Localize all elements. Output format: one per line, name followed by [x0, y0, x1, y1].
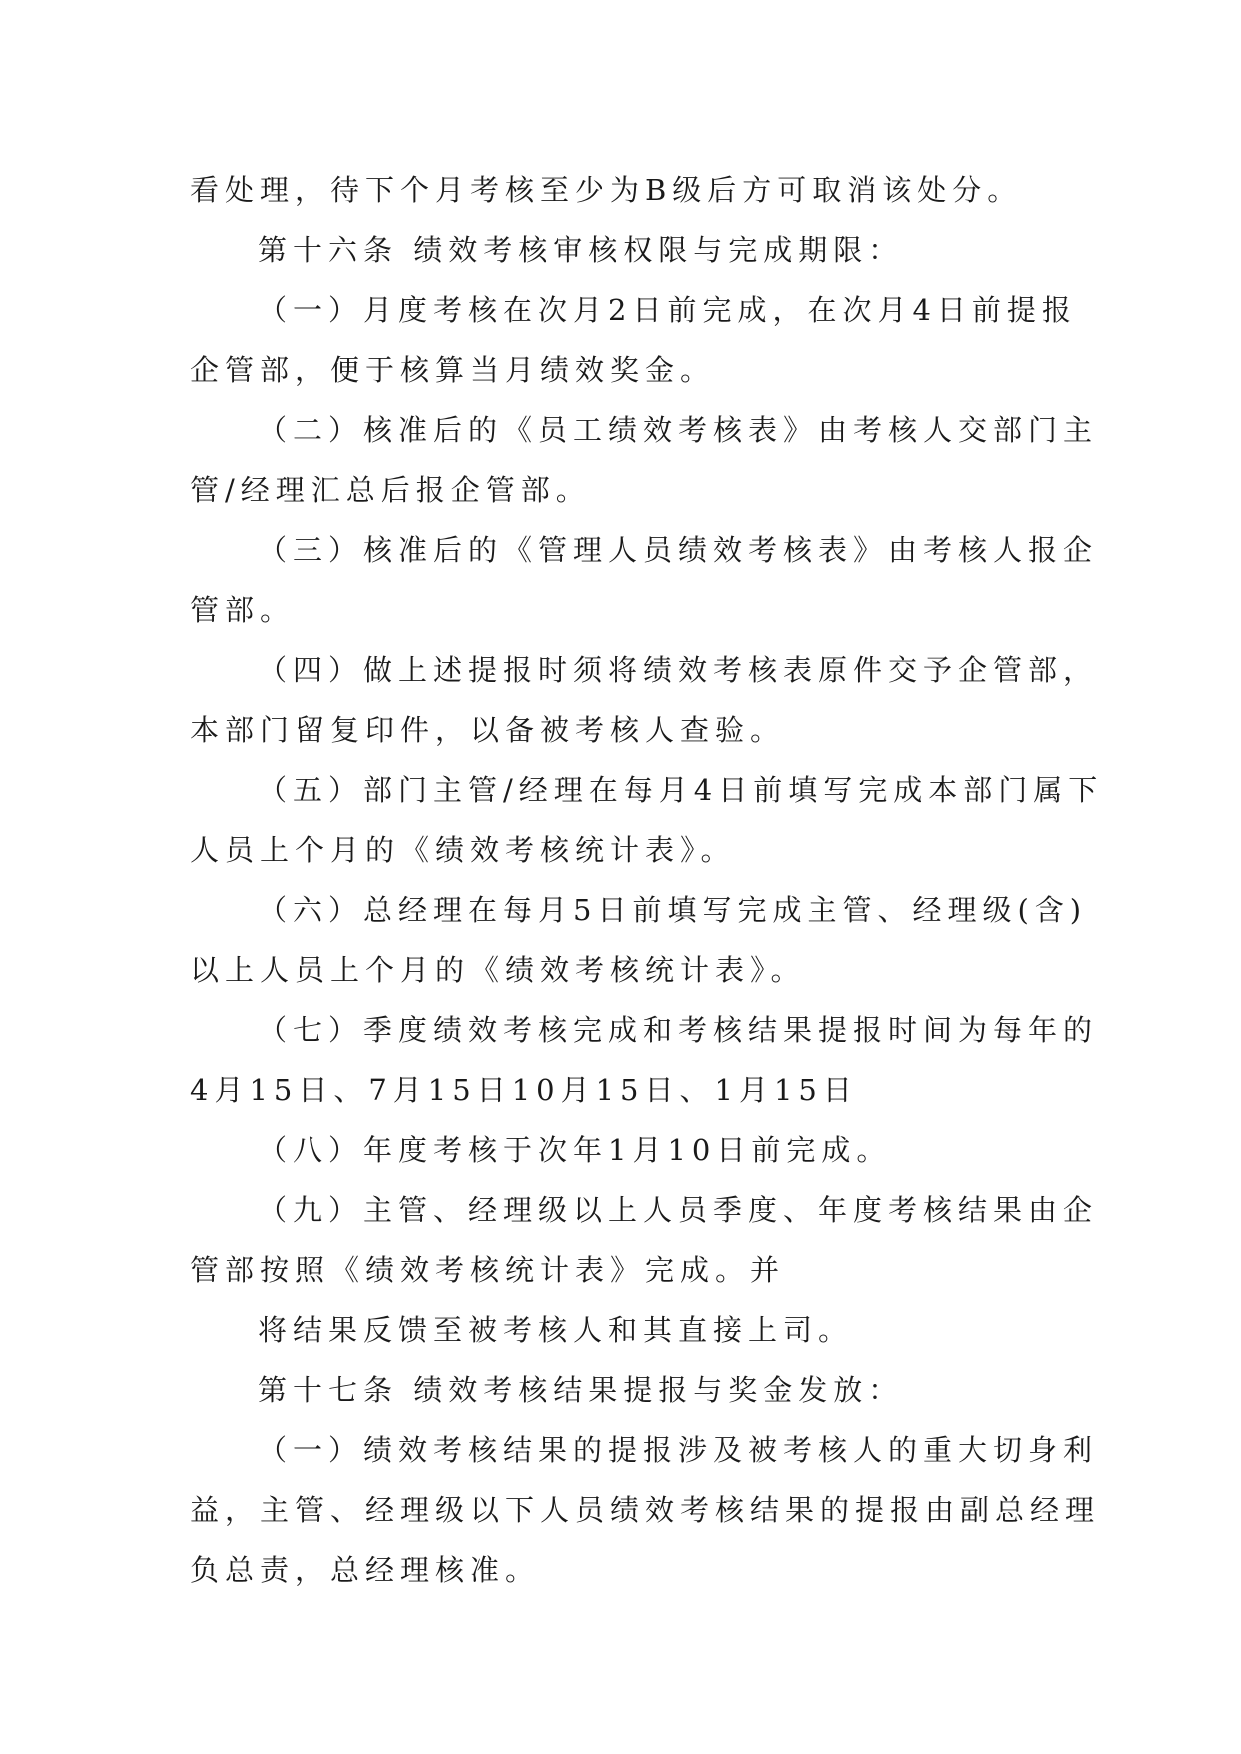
- document-body: [190, 160, 1104, 1600]
- text-line: （八）年度考核于次年1月10日前完成。: [258, 1133, 892, 1167]
- text-line: 管部。: [190, 593, 296, 627]
- text-line: （七）季度绩效考核完成和考核结果提报时间为每年的: [258, 1013, 1099, 1047]
- text-line: （六）总经理在每月5日前填写完成主管、经理级(含): [258, 893, 1088, 927]
- text-line: 本部门留复印件，以备被考核人查验。: [190, 713, 786, 747]
- text-line: 以上人员上个月的《绩效考核统计表》。: [190, 953, 806, 987]
- text-line: （一）绩效考核结果的提报涉及被考核人的重大切身利: [258, 1433, 1099, 1467]
- text-line: 企管部，便于核算当月绩效奖金。: [190, 353, 716, 387]
- text-line: （一）月度考核在次月2日前完成，在次月4日前提报: [258, 293, 1077, 327]
- text-line: （五）部门主管/经理在每月4日前填写完成本部门属下: [258, 773, 1104, 807]
- article-16-heading: 第十六条 绩效考核审核权限与完成期限：: [258, 233, 904, 267]
- text-line: （九）主管、经理级以上人员季度、年度考核结果由企: [258, 1193, 1099, 1227]
- text-line: 人员上个月的《绩效考核统计表》。: [190, 833, 736, 867]
- text-line: 4月15日、7月15日10月15日、1月15日: [190, 1073, 858, 1107]
- text-line: 将结果反馈至被考核人和其直接上司。: [258, 1313, 854, 1347]
- article-17-heading: 第十七条 绩效考核结果提报与奖金发放：: [258, 1373, 904, 1407]
- text-line: 管部按照《绩效考核统计表》完成。并: [190, 1253, 786, 1287]
- text-line: （二）核准后的《员工绩效考核表》由考核人交部门主: [258, 413, 1099, 447]
- text-line: （四）做上述提报时须将绩效考核表原件交予企管部，: [258, 653, 1099, 687]
- text-line: 看处理，待下个月考核至少为B级后方可取消该处分。: [190, 173, 1023, 207]
- text-line: （三）核准后的《管理人员绩效考核表》由考核人报企: [258, 533, 1099, 567]
- text-line: 负总责，总经理核准。: [190, 1553, 541, 1587]
- text-line: 管/经理汇总后报企管部。: [190, 473, 591, 507]
- text-line: 益，主管、经理级以下人员绩效考核结果的提报由副总经理: [190, 1493, 1101, 1527]
